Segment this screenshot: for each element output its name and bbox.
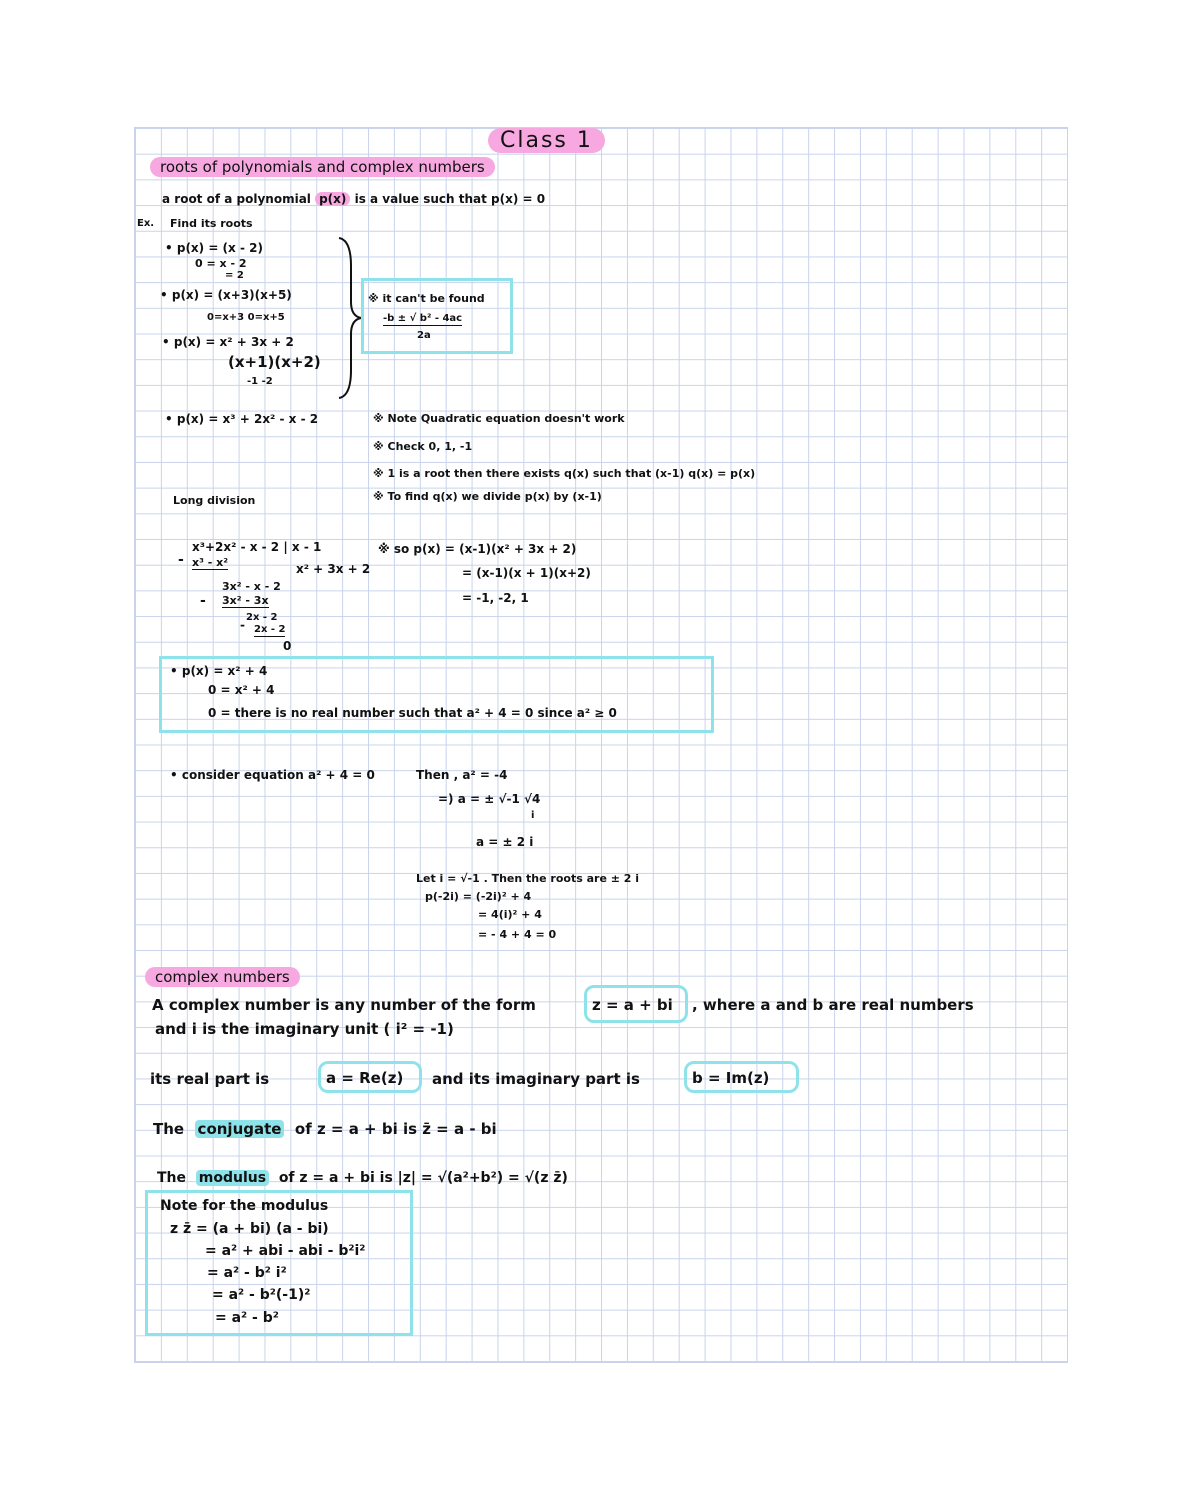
modulus-note-title: Note for the modulus bbox=[160, 1198, 329, 1214]
real-part-expression: a = Re(z) bbox=[326, 1069, 404, 1087]
imag-part-expression: b = Im(z) bbox=[692, 1069, 770, 1087]
ex3-line3: -1 -2 bbox=[247, 376, 273, 387]
so-line2: = (x-1)(x + 1)(x+2) bbox=[462, 566, 591, 580]
complex-def-line2: and i is the imaginary unit ( i² = -1) bbox=[155, 1020, 454, 1038]
ex2-line2: 0=x+3 0=x+5 bbox=[207, 312, 285, 323]
box2-line3: 0 = there is no real number such that a² + 4 = 0 since a² ≥ 0 bbox=[208, 706, 617, 720]
ex2-line1: • p(x) = (x+3)(x+5) bbox=[160, 288, 292, 302]
note-3: ※ 1 is a root then there exists q(x) such that (x-1) q(x) = p(x) bbox=[373, 467, 756, 480]
modulus-note-1: z z̄ = (a + bi) (a - bi) bbox=[170, 1221, 329, 1237]
let-line1: Let i = √-1 . Then the roots are ± 2 i bbox=[416, 872, 640, 885]
then-line1: Then , a² = -4 bbox=[416, 768, 508, 782]
ld-line3: 3x² - x - 2 bbox=[222, 580, 281, 593]
let-line2: p(-2i) = (-2i)² + 4 bbox=[425, 890, 532, 903]
quad-note-2: -b ± √ b² - 4ac bbox=[383, 313, 463, 324]
note-4: ※ To find q(x) we divide p(x) by (x-1) bbox=[373, 490, 602, 503]
ld-line2: x³ - x² bbox=[192, 556, 229, 569]
quad-note-3: 2a bbox=[417, 330, 431, 341]
ex1-line3: = 2 bbox=[225, 270, 244, 281]
ld-line5: 2x - 2 bbox=[246, 612, 278, 623]
quad-note-1: ※ it can't be found bbox=[368, 292, 485, 305]
box2-line2: 0 = x² + 4 bbox=[208, 683, 275, 697]
complex-def-line1: A complex number is any number of the form bbox=[152, 996, 536, 1014]
ld-minus-3: - bbox=[240, 618, 245, 632]
curly-brace-icon bbox=[333, 236, 363, 400]
so-line1: ※ so p(x) = (x-1)(x² + 3x + 2) bbox=[378, 542, 577, 556]
let-line4: = - 4 + 4 = 0 bbox=[478, 928, 557, 941]
definition-text: a root of a polynomial p(x) is a value such that p(x) = 0 bbox=[162, 192, 546, 206]
highlight-px: p(x) bbox=[315, 192, 350, 206]
conjugate-line: The conjugate of z = a + bi is z̄ = a - bi bbox=[153, 1120, 497, 1138]
long-division-label: Long division bbox=[173, 494, 256, 507]
modulus-note-2: = a² + abi - abi - b²i² bbox=[205, 1243, 366, 1259]
imag-part-label: and its imaginary part is bbox=[432, 1070, 640, 1088]
modulus-line: The modulus of z = a + bi is |z| = √(a²+b²) = √(z z̄) bbox=[157, 1170, 568, 1186]
ld-line4: 3x² - 3x bbox=[222, 594, 269, 607]
ex3-line2: (x+1)(x+2) bbox=[228, 353, 321, 371]
so-line3: = -1, -2, 1 bbox=[462, 591, 529, 605]
form-expression: z = a + bi bbox=[592, 996, 673, 1014]
note-1: ※ Note Quadratic equation doesn't work bbox=[373, 412, 625, 425]
modulus-note-3: = a² - b² i² bbox=[207, 1265, 287, 1281]
page-title: Class 1 bbox=[488, 128, 605, 153]
box2-line1: • p(x) = x² + 4 bbox=[170, 664, 268, 678]
cubic-poly: • p(x) = x³ + 2x² - x - 2 bbox=[165, 412, 319, 426]
ld-line1: x³+2x² - x - 2 | x - 1 bbox=[192, 540, 322, 554]
ld-quotient: x² + 3x + 2 bbox=[296, 562, 371, 576]
then-line2-i: i bbox=[531, 810, 535, 821]
ex3-line1: • p(x) = x² + 3x + 2 bbox=[162, 335, 294, 349]
find-roots: Find its roots bbox=[170, 217, 253, 230]
modulus-note-5: = a² - b² bbox=[215, 1310, 279, 1326]
ex1-line2: 0 = x - 2 bbox=[195, 257, 247, 270]
section-heading-complex: complex numbers bbox=[145, 967, 300, 987]
conjugate-highlight: conjugate bbox=[195, 1120, 285, 1138]
modulus-highlight: modulus bbox=[196, 1170, 269, 1186]
ld-minus-1: - bbox=[178, 552, 184, 568]
then-line2: =) a = ± √-1 √4 bbox=[438, 792, 541, 806]
complex-def-line1-end: , where a and b are real numbers bbox=[692, 996, 974, 1014]
then-line3: a = ± 2 i bbox=[476, 835, 534, 849]
real-part-label: its real part is bbox=[150, 1070, 270, 1088]
note-2: ※ Check 0, 1, -1 bbox=[373, 440, 473, 453]
section-heading-roots: roots of polynomials and complex numbers bbox=[150, 157, 495, 177]
let-line3: = 4(i)² + 4 bbox=[478, 908, 542, 921]
ld-line7: 0 bbox=[283, 639, 292, 653]
ld-line6: 2x - 2 bbox=[254, 624, 286, 635]
example-label: Ex. bbox=[137, 218, 155, 229]
ld-minus-2: - bbox=[200, 593, 206, 609]
ex1-line1: • p(x) = (x - 2) bbox=[165, 241, 263, 255]
modulus-note-4: = a² - b²(-1)² bbox=[212, 1287, 311, 1303]
consider-line: • consider equation a² + 4 = 0 bbox=[170, 768, 375, 782]
